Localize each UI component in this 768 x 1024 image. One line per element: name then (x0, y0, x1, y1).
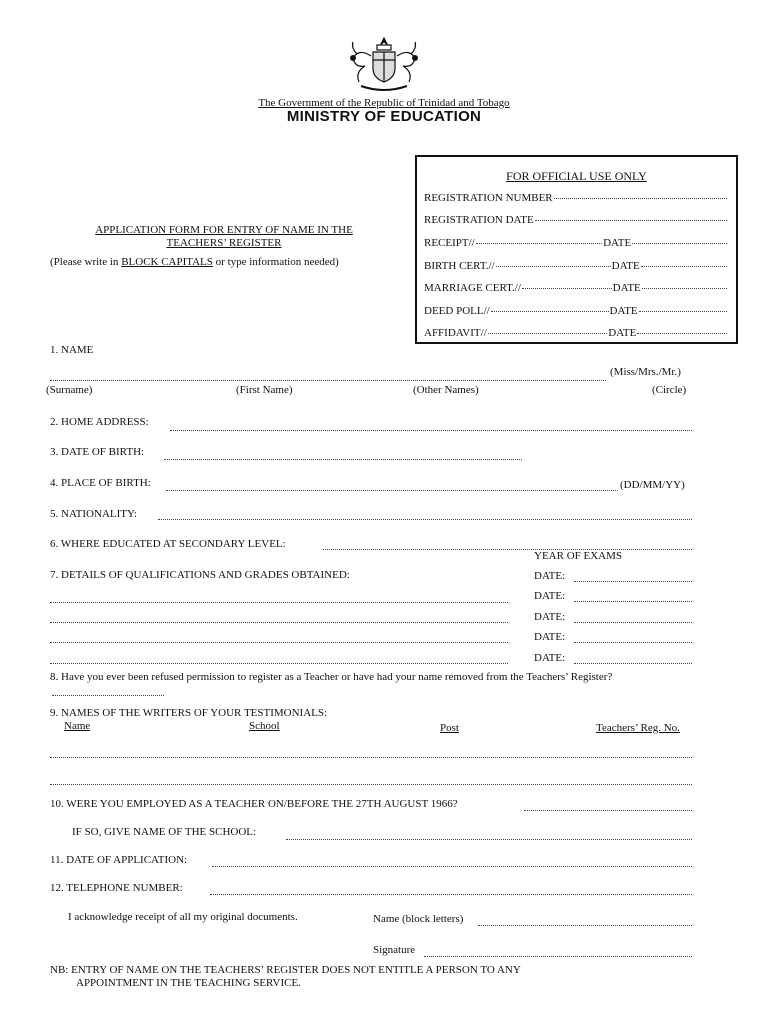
receipt-field[interactable] (476, 243, 602, 244)
registration-number-row (424, 192, 728, 204)
place-of-birth-field[interactable] (166, 490, 618, 491)
signature-label: Signature (373, 944, 416, 956)
marriage-cert-date-label: DATE (612, 282, 641, 294)
name-block-label: Name (block letters) (373, 913, 464, 925)
acknowledgement-text: I acknowledge receipt of all my original documents. (68, 911, 298, 923)
q1-label: 1. NAME (50, 344, 94, 356)
form-title-line1: APPLICATION FORM FOR ENTRY OF NAME IN THE (95, 224, 353, 236)
q11-label: 11. DATE OF APPLICATION: (50, 854, 188, 866)
instructions-post: or type information needed) (212, 256, 339, 268)
date-of-application-field[interactable] (212, 866, 692, 867)
birth-cert-date-field[interactable] (641, 266, 727, 267)
exam-date-label: DATE: (534, 590, 566, 602)
name-field[interactable] (50, 380, 606, 381)
school-name-field[interactable] (286, 839, 692, 840)
registration-date-row (424, 214, 728, 226)
registration-number-field[interactable] (554, 198, 727, 199)
q4-label: 4. PLACE OF BIRTH: (50, 477, 151, 489)
exam-date-field[interactable] (574, 622, 692, 623)
official-use-box (415, 155, 738, 344)
birth-cert-row (424, 260, 728, 272)
birth-cert-field[interactable] (496, 266, 611, 267)
secondary-school-field[interactable] (323, 549, 692, 550)
refused-permission-field[interactable] (52, 695, 164, 696)
first-name-caption: (First Name) (236, 384, 293, 396)
deed-poll-date-field[interactable] (639, 311, 727, 312)
q2-label: 2. HOME ADDRESS: (50, 416, 149, 428)
deed-poll-date-label: DATE (609, 305, 638, 317)
name-block-field[interactable] (478, 925, 692, 926)
nationality-field[interactable] (158, 519, 692, 520)
birth-cert-label: BIRTH CERT.// (424, 260, 495, 272)
deed-poll-field[interactable] (491, 311, 609, 312)
affidavit-date-label: DATE (608, 327, 637, 339)
marriage-cert-row (424, 282, 728, 294)
deed-poll-row (424, 305, 728, 317)
official-use-title: FOR OFFICIAL USE ONLY (506, 169, 647, 183)
affidavit-date-field[interactable] (637, 333, 727, 334)
registration-date-field[interactable] (535, 220, 727, 221)
testimonial-regno-header: Teachers’ Reg. No. (596, 722, 680, 734)
instructions-pre: (Please write in (50, 256, 122, 268)
q10-label: 10. WERE YOU EMPLOYED AS A TEACHER ON/BEFORE THE 27TH AUGUST 1966? (50, 798, 458, 810)
exam-date-label: DATE: (534, 631, 566, 643)
year-of-exams-header: YEAR OF EXAMS (534, 550, 623, 562)
affidavit-label: AFFIDAVIT// (424, 327, 487, 339)
q6-label: 6. WHERE EDUCATED AT SECONDARY LEVEL: (50, 538, 286, 550)
q9-label: 9. NAMES OF THE WRITERS OF YOUR TESTIMONIALS: (50, 707, 328, 719)
q5-label: 5. NATIONALITY: (50, 508, 137, 520)
exam-date-label: DATE: (534, 611, 566, 623)
testimonial-writer-field[interactable] (50, 784, 692, 785)
home-address-field[interactable] (170, 430, 692, 431)
date-of-birth-field[interactable] (164, 459, 522, 460)
ministry-title: MINISTRY OF EDUCATION (286, 108, 482, 125)
exam-date-field[interactable] (574, 663, 692, 664)
signature-field[interactable] (424, 956, 692, 957)
receipt-row (424, 237, 728, 249)
surname-caption: (Surname) (46, 384, 93, 396)
q7-label: 7. DETAILS OF QUALIFICATIONS AND GRADES OBTAINED: (50, 569, 350, 581)
telephone-number-field[interactable] (210, 894, 692, 895)
employed-before-1966-field[interactable] (524, 810, 692, 811)
registration-number-label: REGISTRATION NUMBER (424, 192, 553, 204)
qualification-field[interactable] (50, 602, 508, 603)
title-options[interactable]: (Miss/Mrs./Mr.) (610, 366, 681, 378)
qualification-field[interactable] (50, 642, 508, 643)
receipt-label: RECEIPT// (424, 237, 475, 249)
receipt-date-field[interactable] (632, 243, 727, 244)
form-instructions (50, 256, 339, 268)
date-format-caption: (DD/MM/YY) (620, 479, 685, 491)
form-title-line2: TEACHERS’ REGISTER (166, 237, 282, 249)
testimonial-school-header: School (249, 720, 280, 732)
deed-poll-label: DEED POLL// (424, 305, 490, 317)
marriage-cert-date-field[interactable] (642, 288, 727, 289)
qualification-field[interactable] (50, 622, 508, 623)
testimonial-writer-field[interactable] (50, 757, 692, 758)
affidavit-row (424, 327, 728, 339)
receipt-date-label: DATE (603, 237, 632, 249)
marriage-cert-label: MARRIAGE CERT.// (424, 282, 521, 294)
registration-date-label: REGISTRATION DATE (424, 214, 534, 226)
marriage-cert-field[interactable] (522, 288, 612, 289)
government-title: The Government of the Republic of Trinidad and Tobago (258, 97, 510, 109)
nb-line1: NB: ENTRY OF NAME ON THE TEACHERS’ REGISTER DOES NOT ENTITLE A PERSON TO ANY (50, 964, 521, 976)
q10-school-label: IF SO, GIVE NAME OF THE SCHOOL: (72, 826, 257, 838)
coat-of-arms-icon (343, 36, 425, 96)
q3-label: 3. DATE OF BIRTH: (50, 446, 145, 458)
birth-cert-date-label: DATE (611, 260, 640, 272)
affidavit-field[interactable] (488, 333, 608, 334)
other-names-caption: (Other Names) (413, 384, 479, 396)
qualification-field[interactable] (50, 663, 508, 664)
exam-date-field[interactable] (574, 581, 692, 582)
exam-date-label: DATE: (534, 570, 566, 582)
circle-caption: (Circle) (652, 384, 687, 396)
exam-date-field[interactable] (574, 642, 692, 643)
q8-label: 8. Have you ever been refused permission to register as a Teacher or have had your name removed from the Teachers’ Register? (50, 671, 613, 683)
q12-label: 12. TELEPHONE NUMBER: (50, 882, 183, 894)
exam-date-label: DATE: (534, 652, 566, 664)
testimonial-post-header: Post (440, 722, 459, 734)
testimonial-name-header: Name (64, 720, 91, 732)
instructions-caps: BLOCK CAPITALS (121, 256, 213, 268)
exam-date-field[interactable] (574, 601, 692, 602)
nb-line2: APPOINTMENT IN THE TEACHING SERVICE. (76, 977, 301, 989)
